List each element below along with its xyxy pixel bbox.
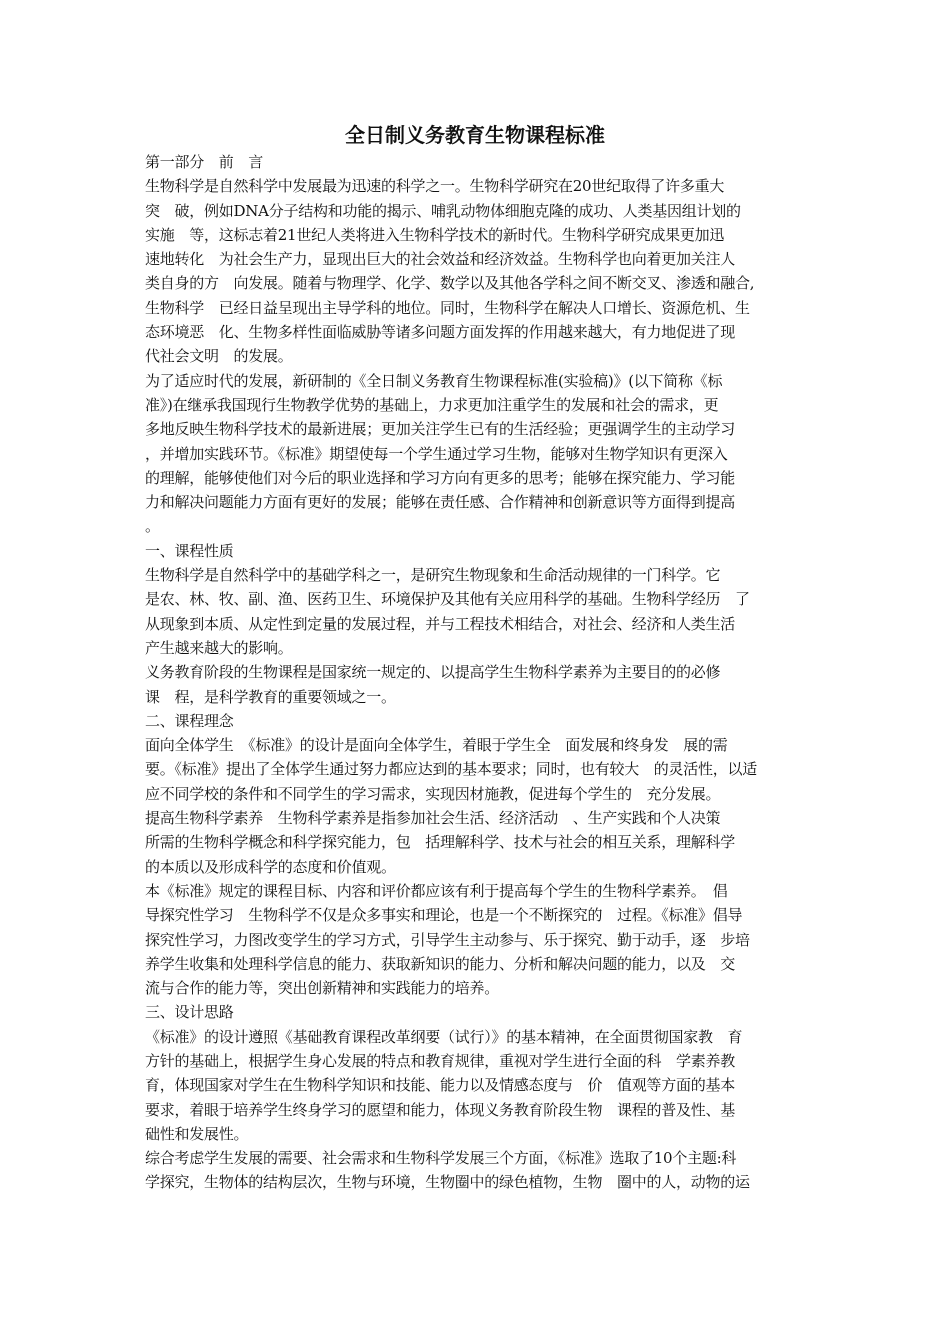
- text-line: 探究性学习，力图改变学生的学习方式，引导学生主动参与、乐于探究、勤于动手，逐 步培: [145, 930, 750, 949]
- text-line: 流与合作的能力等，突出创新精神和实践能力的培养。: [145, 979, 500, 998]
- text-line: 突 破，例如DNA分子结构和功能的揭示、哺乳动物体细胞克隆的成功、人类基因组计划的: [145, 201, 741, 220]
- text-line: 要求，着眼于培养学生终身学习的愿望和能力，体现义务教育阶段生物 课程的普及性、基: [145, 1100, 736, 1119]
- text-line: 二、课程理念: [145, 711, 234, 730]
- text-line: 类自身的方 向发展。随着与物理学、化学、数学以及其他各学科之间不断交叉、渗透和融合,: [145, 274, 755, 293]
- text-line: 速地转化 为社会生产力，显现出巨大的社会效益和经济效益。生物科学也向着更加关注人: [145, 250, 736, 269]
- text-line: 生物科学 已经日益呈现出主导学科的地位。同时，生物科学在解决人口增长、资源危机、生: [145, 298, 750, 317]
- text-line: 产生越来越大的影响。: [145, 638, 293, 657]
- text-line: 代社会文明 的发展。: [145, 347, 293, 366]
- document-body: [145, 150, 813, 1195]
- text-line: 面向全体学生 《标准》的设计是面向全体学生，着眼于学生全 面发展和终身发 展的需: [145, 736, 728, 755]
- text-line: 态环境恶 化、生物多样性面临威胁等诸多问题方面发挥的作用越来越大，有力地促进了现: [145, 323, 736, 342]
- text-line: 从现象到本质、从定性到定量的发展过程，并与工程技术相结合，对社会、经济和人类生活: [145, 614, 736, 633]
- text-line: 要。《标准》提出了全体学生通过努力都应达到的基本要求；同时，也有较大 的灵活性，以适: [145, 760, 758, 779]
- text-line: 提高生物科学素养 生物科学素养是指参加社会生活、经济活动 、生产实践和个人决策: [145, 809, 721, 828]
- text-line: 三、设计思路: [145, 1003, 234, 1022]
- text-line: 础性和发展性。: [145, 1124, 249, 1143]
- text-line: 课 程，是科学教育的重要领域之一。: [145, 687, 396, 706]
- text-line: 准》)在继承我国现行生物教学优势的基础上，力求更加注重学生的发展和社会的需求，更: [145, 395, 719, 414]
- text-line: 的本质以及形成科学的态度和价值观。: [145, 857, 396, 876]
- text-line: 育，体现国家对学生在生物科学知识和技能、能力以及情感态度与 价 值观等方面的基本: [145, 1076, 736, 1095]
- text-line: 学探究，生物体的结构层次，生物与环境，生物圈中的绿色植物，生物 圈中的人，动物的运: [145, 1173, 750, 1192]
- text-line: 方针的基础上，根据学生身心发展的特点和教育规律，重视对学生进行全面的科 学素养教: [145, 1051, 736, 1070]
- text-line: 生物科学是自然科学中的基础学科之一，是研究生物现象和生命活动规律的一门科学。它: [145, 566, 721, 585]
- text-line: 本《标准》规定的课程目标、内容和评价都应该有利于提高每个学生的生物科学素养。 倡: [145, 881, 728, 900]
- text-line: 力和解决问题能力方面有更好的发展；能够在责任感、合作精神和创新意识等方面得到提高: [145, 493, 736, 512]
- text-line: 养学生收集和处理科学信息的能力、获取新知识的能力、分析和解决问题的能力，以及 交: [145, 954, 736, 973]
- text-line: 是农、林、牧、副、渔、医药卫生、环境保护及其他有关应用科学的基础。生物科学经历 了: [145, 590, 750, 609]
- text-line: 导探究性学习 生物科学不仅是众多事实和理论，也是一个不断探究的 过程。《标准》倡导: [145, 906, 743, 925]
- text-line: 综合考虑学生发展的需要、社会需求和生物科学发展三个方面，《标准》选取了10个主题:科: [145, 1149, 737, 1168]
- text-line: 为了适应时代的发展，新研制的《全日制义务教育生物课程标准(实验稿)》(以下简称《标: [145, 371, 723, 390]
- text-line: 第一部分 前 言: [145, 153, 264, 171]
- text-line: 。: [145, 517, 160, 536]
- text-line: ，并增加实践环节。《标准》期望使每一个学生通过学习生物，能够对生物学知识有更深入: [145, 444, 728, 463]
- text-line: 应不同学校的条件和不同学生的学习需求，实现因材施教，促进每个学生的 充分发展。: [145, 784, 721, 803]
- text-line: 实施 等，这标志着21世纪人类将进入生物科学技术的新时代。生物科学研究成果更加迅: [145, 225, 725, 244]
- text-line: 生物科学是自然科学中发展最为迅速的科学之一。生物科学研究在20世纪取得了许多重大: [145, 177, 725, 196]
- text-line: 一、课程性质: [145, 541, 234, 560]
- document-title: 全日制义务教育生物课程标准: [345, 123, 605, 147]
- text-line: 《标准》的设计遵照《基础教育课程改革纲要（试行）》的基本精神，在全面贯彻国家教 育: [145, 1027, 743, 1046]
- text-line: 所需的生物科学概念和科学探究能力，包 括理解科学、技术与社会的相互关系，理解科学: [145, 833, 736, 852]
- text-line: 多地反映生物科学技术的最新进展；更加关注学生已有的生活经验；更强调学生的主动学习: [145, 420, 736, 439]
- text-line: 的理解，能够使他们对今后的职业选择和学习方向有更多的思考；能够在探究能力、学习能: [145, 468, 736, 487]
- text-line: 义务教育阶段的生物课程是国家统一规定的、以提高学生生物科学素养为主要目的的必修: [145, 663, 721, 682]
